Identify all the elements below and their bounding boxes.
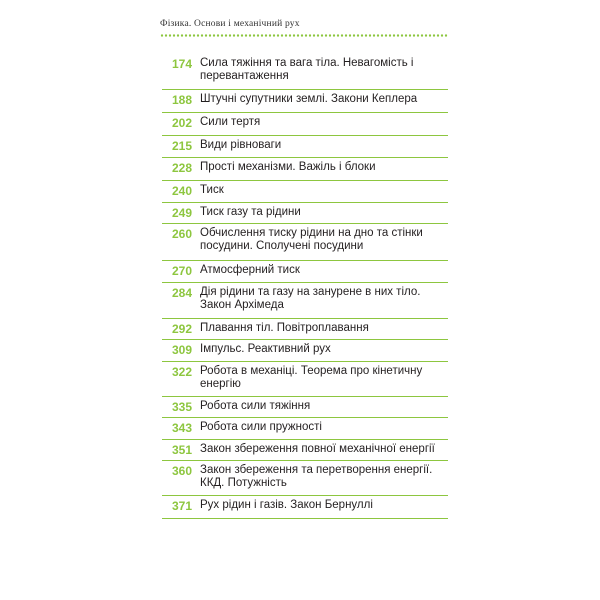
toc-page-number: 343: [171, 421, 192, 435]
toc-row: [162, 340, 448, 362]
toc-row: [162, 54, 448, 90]
toc-title: Прості механізми. Важіль і блоки: [200, 161, 376, 173]
table-of-contents: [162, 54, 448, 519]
toc-row: [162, 319, 448, 340]
toc-title: Рух рідин і газів. Закон Бернуллі: [200, 499, 373, 511]
toc-row: [162, 90, 448, 113]
toc-title: Закон збереження повної механічної енергії: [200, 443, 435, 455]
toc-page-number: 292: [171, 322, 192, 336]
toc-title: Плавання тіл. Повітроплавання: [200, 322, 369, 334]
toc-page-number: 270: [171, 264, 192, 278]
toc-title: Імпульс. Реактивний рух: [200, 343, 331, 355]
toc-title: Робота сили тяжіння: [200, 400, 311, 412]
toc-row: [162, 181, 448, 203]
toc-row: [162, 418, 448, 440]
toc-title: Дія рідини та газу на занурене в них тіло. Закон Архімеда: [200, 286, 421, 311]
toc-page-number: 202: [171, 116, 192, 130]
toc-page-number: 215: [171, 139, 192, 153]
toc-title: Робота сили пружності: [200, 421, 322, 433]
toc-title: Робота в механіці. Теорема про кінетичну енергію: [200, 365, 423, 390]
toc-row: [162, 136, 448, 158]
toc-row: [162, 496, 448, 519]
toc-page-number: 174: [171, 57, 192, 71]
dotted-divider: [160, 34, 448, 37]
toc-row: [162, 440, 448, 461]
toc-row: [162, 461, 448, 496]
toc-title: Види рівноваги: [200, 139, 282, 151]
toc-title: Сили тертя: [200, 116, 261, 128]
toc-row: [162, 362, 448, 397]
toc-page-number: 240: [171, 184, 192, 198]
toc-page-number: 260: [171, 227, 192, 241]
toc-title: Тиск газу та рідини: [200, 206, 301, 218]
toc-row: [162, 203, 448, 224]
toc-page-number: 322: [171, 365, 192, 379]
toc-page-number: 351: [171, 443, 192, 457]
toc-title: Штучні супутники землі. Закони Кеплера: [200, 93, 418, 105]
toc-title: Тиск: [200, 184, 224, 196]
toc-page-number: 371: [171, 499, 192, 513]
toc-page-number: 188: [171, 93, 192, 107]
toc-row: [162, 261, 448, 283]
running-header: Фізика. Основи і механічний рух: [160, 19, 300, 29]
toc-page-number: 284: [171, 286, 192, 300]
toc-page-number: 360: [171, 464, 192, 478]
toc-title: Сила тяжіння та вага тіла. Невагомість і перевантаження: [200, 57, 414, 82]
toc-title: Обчислення тиску рідини на дно та стінки посудини. Сполучені посудини: [200, 227, 423, 252]
toc-row: [162, 158, 448, 181]
toc-page-number: 309: [171, 343, 192, 357]
toc-title: Атмосферний тиск: [200, 264, 300, 276]
toc-row: [162, 224, 448, 261]
toc-page-number: 249: [171, 206, 192, 220]
toc-row: [162, 283, 448, 319]
toc-row: [162, 397, 448, 418]
toc-title: Закон збереження та перетворення енергії. ККД. Потужність: [200, 464, 433, 489]
toc-row: [162, 113, 448, 136]
toc-page-number: 228: [171, 161, 192, 175]
toc-page-number: 335: [171, 400, 192, 414]
